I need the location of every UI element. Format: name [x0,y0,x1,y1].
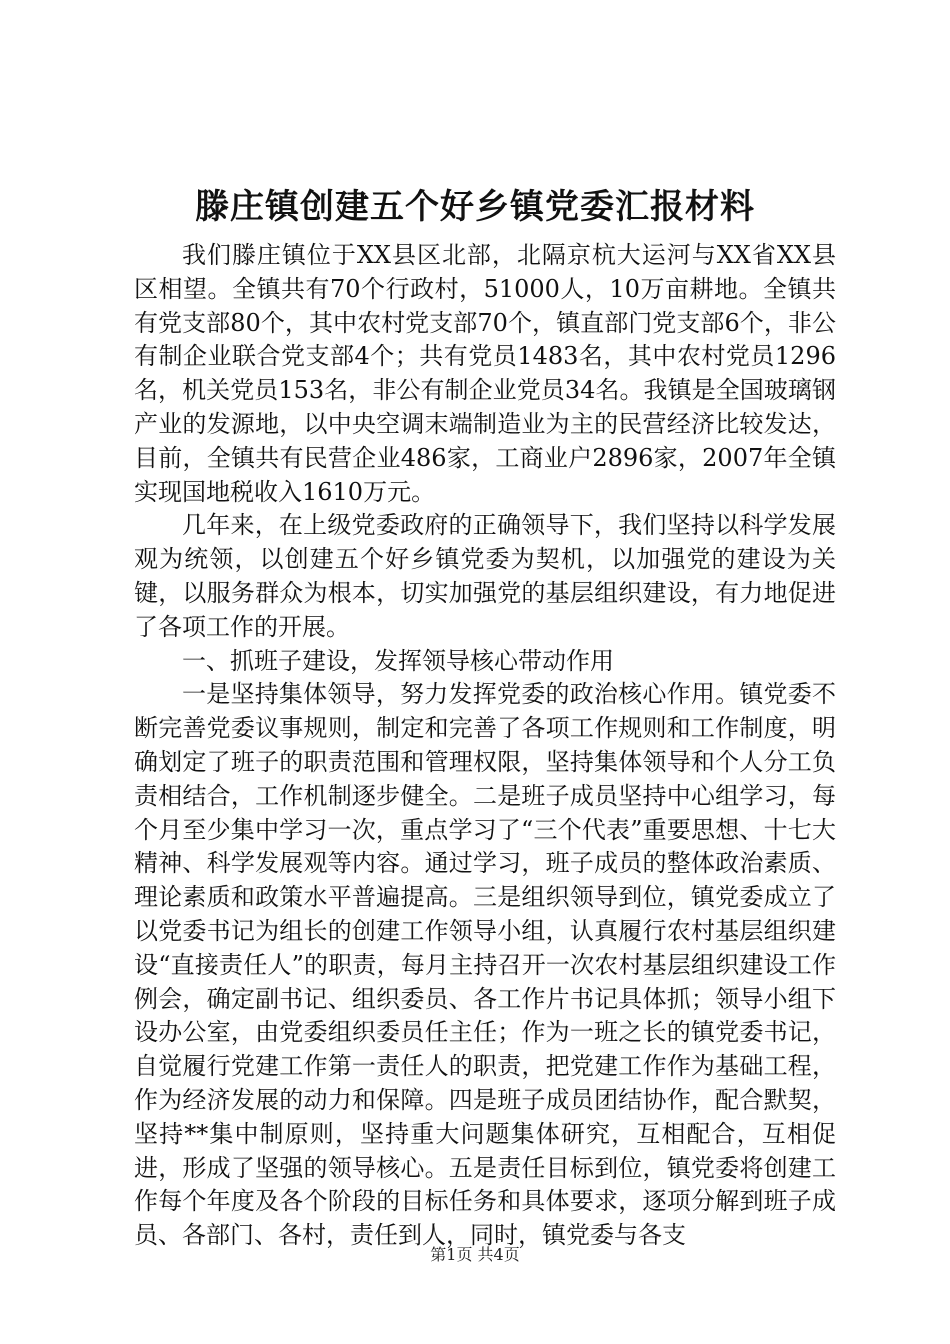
paragraph-summary: 几年来，在上级党委政府的正确领导下，我们坚持以科学发展观为统领，以创建五个好乡镇党委为契机，以加强党的建设为关键，以服务群众为根本，切实加强党的基层组织建设，有力地促进了各项工作的开展。 [134,511,836,641]
page-footer: 第1页 共4页 [430,1245,520,1264]
section-heading-1: 一、抓班子建设，发挥领导核心带动作用 [182,646,614,675]
document-body [134,239,836,1253]
paragraph-town-overview: 我们滕庄镇位于XX县区北部，北隔京杭大运河与XX省XX县区相望。全镇共有70个行政村，51000人，10万亩耕地。全镇共有党支部80个，其中农村党支部70个，镇直部门党支部6个，非公有制企业联合党支部4个；共有党员1483名，其中农村党员1296名，机关党员153名，非公有制企业党员34名。我镇是全国玻璃钢产业的发源地，以中央空调末端制造业为主的民营经济比较发达，目前，全镇共有民营企业486家，工商业户2896家，2007年全镇实现国地税收入1610万元。 [134,241,836,506]
document-title: 滕庄镇创建五个好乡镇党委汇报材料 [195,187,755,227]
paragraph-team-building: 一是坚持集体领导，努力发挥党委的政治核心作用。镇党委不断完善党委议事规则，制定和完善了各项工作规则和工作制度，明确划定了班子的职责范围和管理权限，坚持集体领导和个人分工负责相结合，工作机制逐步健全。二是班子成员坚持中心组学习，每个月至少集中学习一次，重点学习了“三个代表”重要思想、十七大精神、科学发展观等内容。通过学习，班子成员的整体政治素质、理论素质和政策水平普遍提高。三是组织领导到位，镇党委成立了以党委书记为组长的创建工作领导小组，认真履行农村基层组织建设“直接责任人”的职责，每月主持召开一次农村基层组织建设工作例会，确定副书记、组织委员、各工作片书记具体抓；领导小组下设办公室，由党委组织委员任主任；作为一班之长的镇党委书记，自觉履行党建工作第一责任人的职责，把党建工作作为基础工程，作为经济发展的动力和保障。四是班子成员团结协作，配合默契，坚持**集中制原则，坚持重大问题集体研究，互相配合，互相促进，形成了坚强的领导核心。五是责任目标到位，镇党委将创建工作每个年度及各个阶段的目标任务和具体要求，逐项分解到班子成员、各部门、各村，责任到人，同时，镇党委与各支 [134,680,836,1250]
